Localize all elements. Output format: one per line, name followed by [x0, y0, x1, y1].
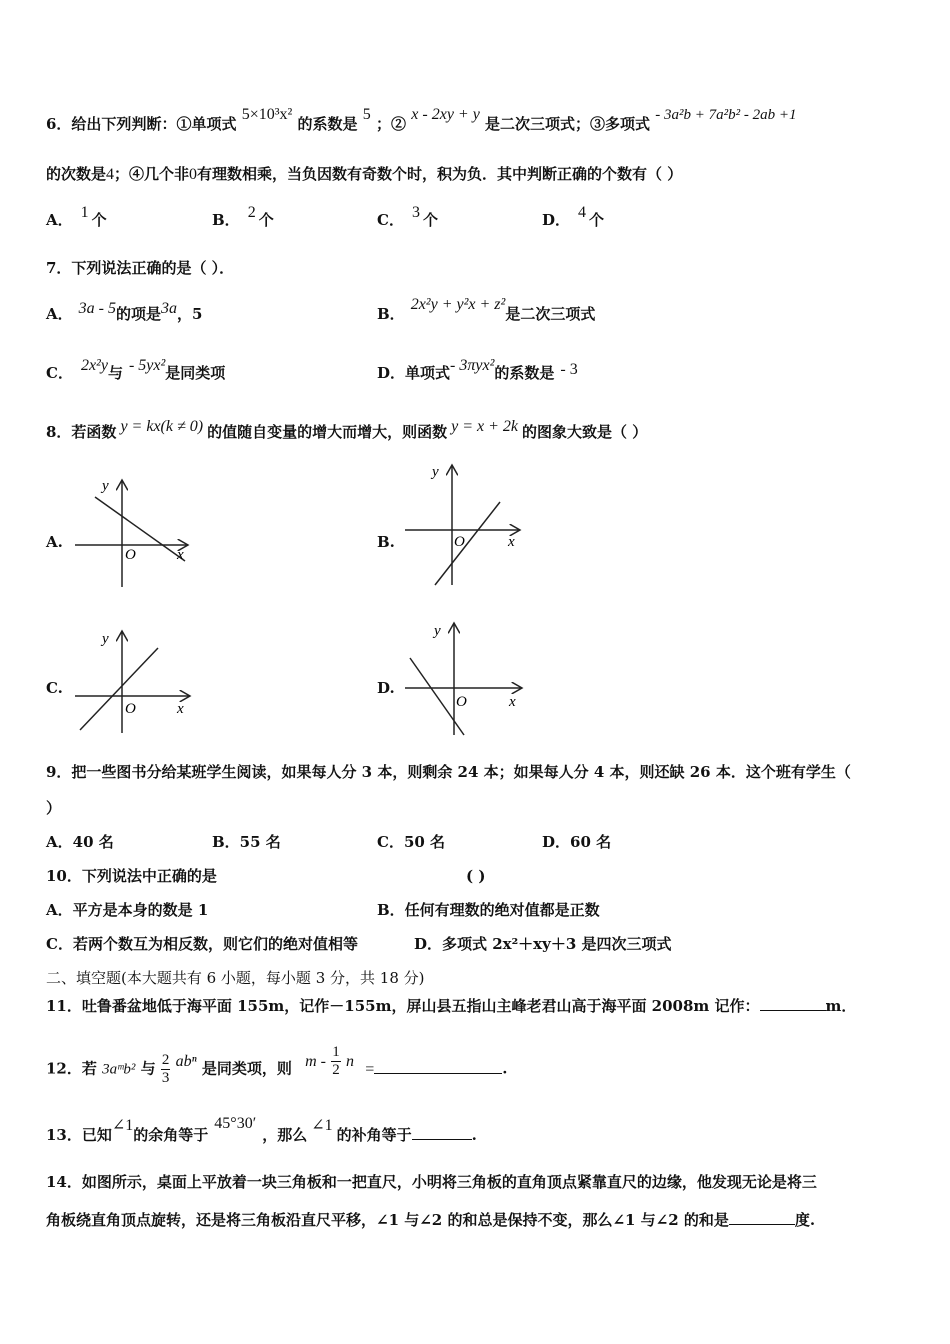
- section-heading: 二、填空题(本大题共有 6 小题，每小题 3 分，共 18 分): [46, 969, 425, 987]
- graph-c-label: C.: [46, 679, 63, 697]
- q6-expr2: x - 2xy + y: [411, 106, 480, 123]
- graph-a: [70, 475, 200, 595]
- graph-d: [400, 620, 530, 740]
- q7-stem: 7．下列说法正确的是（ ）．: [46, 259, 235, 277]
- q12-blank[interactable]: [374, 1059, 502, 1074]
- q9-option-d: D．60 名: [542, 833, 612, 851]
- q10-option-d: D．多项式 2x²＋xy＋3 是四次三项式: [414, 935, 672, 953]
- q6-expr1: 5×10³x²: [241, 106, 293, 123]
- y-axis-label: y: [434, 623, 441, 639]
- q10-paren: ( ): [466, 867, 486, 885]
- x-axis-label: x: [509, 694, 516, 710]
- q7-option-d: D．单项式- 3πyx²的系数是 - 3: [377, 357, 578, 382]
- q12-line: 12．若 3aᵐb² 与 $\frac{2}{3}$ abⁿ 是同类项，则 m - $\frac{1}{2}$ n = .: [46, 1044, 508, 1086]
- origin-label: O: [456, 694, 467, 710]
- function-line: [435, 502, 500, 585]
- q14-line2: 角板绕直角顶点旋转，还是将三角板沿直尺平移，∠1 与∠2 的和总是保持不变，那么∠1 与∠2 的和是 度.: [46, 1211, 816, 1229]
- x-axis-label: x: [177, 701, 184, 717]
- graph-b: [400, 460, 530, 590]
- q9-option-a: A．40 名: [46, 833, 114, 851]
- x-axis-label: x: [177, 547, 184, 563]
- origin-label: O: [125, 701, 136, 717]
- q14-blank[interactable]: [729, 1210, 795, 1225]
- q6-option-d: D． 4 个: [542, 204, 605, 229]
- q12-fraction-2: $\frac{1}{2}$: [332, 1044, 340, 1078]
- q8-stem: 8．若函数 y = kx(k ≠ 0) 的值随自变量的增大而增大，则函数 y = x + 2k 的图象大致是（ ）: [46, 418, 648, 441]
- q10-option-a: A．平方是本身的数是 1: [46, 901, 209, 919]
- origin-label: O: [125, 547, 136, 563]
- q14-line1: 14．如图所示，桌面上平放着一块三角板和一把直尺，小明将三角板的直角顶点紧靠直尺的边缘，他发现无论是将三: [46, 1173, 817, 1191]
- q9-option-c: C．50 名: [377, 833, 446, 851]
- q10-option-b: B．任何有理数的绝对值都是正数: [377, 901, 600, 919]
- q7-option-b: B．2x²y + y²x + z²是二次三项式: [377, 296, 596, 323]
- function-line: [80, 648, 158, 730]
- x-axis-label: x: [508, 534, 515, 550]
- q7-option-c: C． 2x²y与 - 5yx²是同类项: [46, 357, 226, 382]
- q6-option-c: C． 3 个: [377, 204, 438, 229]
- q6-option-b: B． 2 个: [212, 204, 274, 229]
- function-line: [95, 497, 185, 561]
- q6-line1: 6．给出下列判断：①单项式 5×10³x² 的系数是 5 ；② x - 2xy + y 是二次三项式；③多项式 - 3a²b + 7a²b² - 2ab +1: [46, 106, 797, 133]
- y-axis-label: y: [102, 478, 109, 494]
- q13-line: 13．已知∠1的余角等于45°30′，那么∠1的补角等于 .: [46, 1115, 477, 1144]
- q10-stem: 10．下列说法中正确的是: [46, 867, 217, 885]
- q12-fraction: $\frac{2}{3}$: [161, 1052, 170, 1086]
- q6-line2: 的次数是4；④几个非0有理数相乘，当负因数有奇数个时，积为负．其中判断正确的个数有（ ）: [46, 165, 683, 183]
- q6-expr3: - 3a²b + 7a²b² - 2ab +1: [655, 107, 797, 123]
- y-axis-label: y: [102, 631, 109, 647]
- q9-option-b: B．55 名: [212, 833, 281, 851]
- graph-b-label: B.: [377, 533, 395, 551]
- graph-d-label: D.: [377, 679, 395, 697]
- q10-option-c: C．若两个数互为相反数，则它们的绝对值相等: [46, 935, 358, 953]
- origin-label: O: [454, 534, 465, 550]
- q9-stem: 9．把一些图书分给某班学生阅读，如果每人分 3 本，则剩余 24 本；如果每人分 4 本，则还缺 26 本．这个班有学生（: [46, 763, 851, 781]
- q7-option-a: A． 3a - 5的项是3a，5: [46, 300, 203, 323]
- q6-option-a: A． 1 个: [46, 204, 107, 229]
- q11-line: 11．吐鲁番盆地低于海平面 155m，记作－155m，屏山县五指山主峰老君山高于海平面 2008m 记作： m．: [46, 997, 857, 1015]
- q11-blank[interactable]: [760, 996, 826, 1011]
- q13-blank[interactable]: [412, 1125, 472, 1140]
- graph-c: [70, 628, 200, 738]
- q9-stem-end: ）: [46, 799, 62, 817]
- graph-a-label: A.: [46, 533, 63, 551]
- y-axis-label: y: [432, 464, 439, 480]
